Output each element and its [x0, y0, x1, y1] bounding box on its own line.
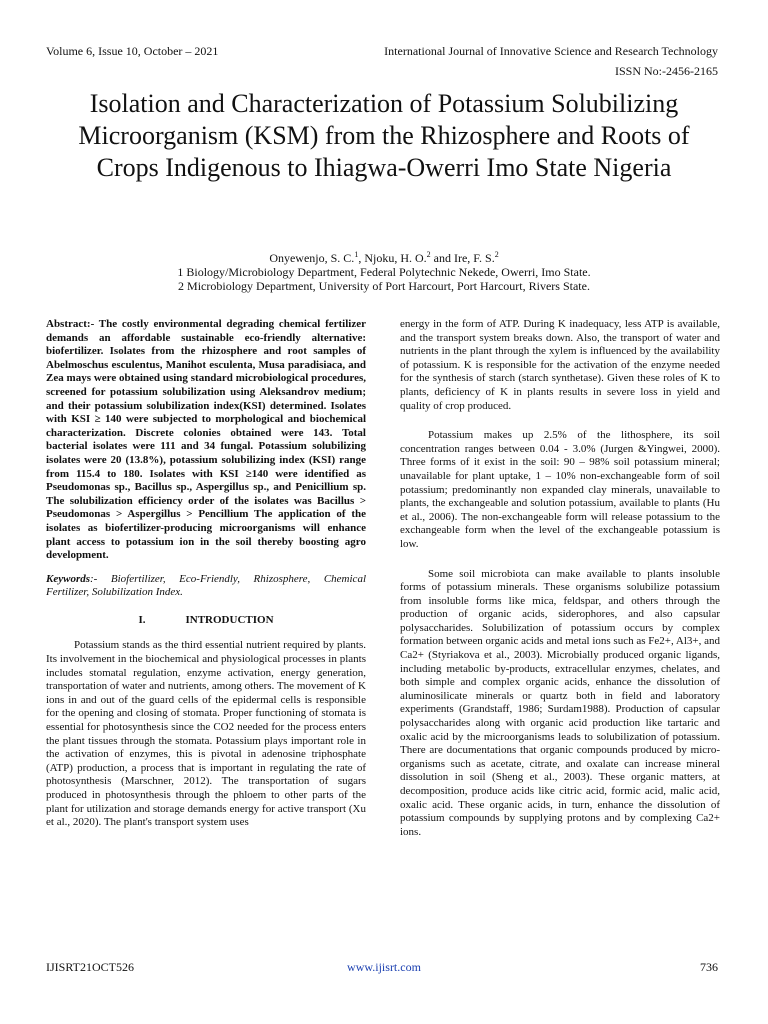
paper-title: Isolation and Characterization of Potassium Solubilizing Microorganism (KSM) from the Rhizosphere and Roots of Crops Indigenous to Ihiagwa-Owerri Imo State Nigeria	[78, 89, 690, 182]
author-1-affil: 1	[354, 250, 359, 259]
authors-block	[40, 248, 728, 293]
left-column	[46, 318, 366, 830]
affiliation-1: 1 Biology/Microbiology Department, Federal Polytechnic Nekede, Owerri, Imo State.	[177, 265, 591, 279]
footer-paper-id: IJISRT21OCT526	[46, 960, 134, 974]
author-2: , Njoku, H. O.	[358, 251, 427, 265]
keywords-label: Keywords	[46, 572, 90, 585]
author-list	[40, 248, 728, 265]
paragraph-potassium-lithosphere: Potassium makes up 2.5% of the lithosphere, its soil concentration ranges between 0.04 - 3.0% (Jurgen &Yingwei, 2000). Three forms of it exist in the soil: 90 – 98% soil potassium mineral; unavailable for plant uptake, 1 – 10% non-exchangeable form of soil potassium; predominantly non expanded clay minerals, unavailable to plants, the exchangeable and solution potassium, available to plants (Hu et al., 2006). The non-exchangeable form will release potassium to the exchangeable form when the level of the exchangeable potassium is low.	[400, 429, 720, 550]
author-2-affil: 2	[426, 250, 431, 259]
section-number: I.	[138, 613, 146, 626]
author-1: Onyewenjo, S. C.	[269, 251, 355, 265]
affiliation-2: 2 Microbiology Department, University of Port Harcourt, Port Harcourt, Rivers State.	[178, 279, 590, 293]
paragraph-soil-microbiota: Some soil microbiota can make available to plants insoluble forms of potassium minerals. These organisms solubilize potassium from insoluble forms like mica, feldspar, and others through the production of organic acids, siderophores, and also capsular polysaccharides. Solubilization of potassium occurs by complex formation between organic acids and metal ions such as Fe2+, Al3+, and Ca2+ (Styriakova et al., 2003). Microbially produced organic ligands, including metabolic by-products, extracellular enzymes, chelates, and both simple and complex organic acids, enhance the dissolution of aluminosilicate minerals or quartz both in field and laboratory experiments (Grandstaff, 1986; Surdam1988). Production of capsular polysaccharides along with organic acid production like tartaric and oxalic acid by the microorganisms leads to solubilization of potassium. There are documentations that organic compounds produced by micro-organisms such as acetate, citrate, and oxalate can increase mineral dissolution in soil (Sheng et al., 2003). These organic matters, at decomposition, produce acids like citric acid, formic acid, malic acid, oxalic acid. These organic acids, in turn, enhance the dissolution of potassium compounds by supplying protons and by complexing Ca2+ ions.	[400, 567, 720, 838]
author-3-affil: 2	[494, 250, 499, 259]
right-column	[400, 318, 720, 839]
abstract: Abstract:- The costly environmental degrading chemical fertilizer demands an affordable sustainable eco-friendly alternative: biofertilizer. Isolates from the rhizosphere and root samples of Abelmoschus esculentus, Manihot esculenta, Musa paradisiaca, and Zea mays were obtained using standard microbiological procedures, screened for potassium solubilization using Aleksandrov medium; and their potassium solubilization index(KSI) determined. Isolates with KSI ≥ 140 were subjected to morphological and biochemical characterization. Discrete colonies obtained were 143. Total bacterial isolates were 111 and 34 fungal. Potassium solubilizing isolates were 20 (13.8%), potassium solubilizing index (KSI) range from 115.4 to 180. Isolates with KSI ≥140 were identified as Pseudomonas sp., Bacillus sp., Aspergillus sp., and Penicillium sp. The solubilization efficiency order of the isolates was Bacillus > Pseudomonas > Aspergillus > Pencillium The application of the isolates as biofertilizer-producing microorganisms will enhance plant access to potassium ion in the soil thereby boosting agro development.	[46, 318, 366, 562]
footer-page-number: 736	[700, 960, 718, 974]
running-header-volume: Volume 6, Issue 10, October – 2021	[46, 44, 219, 58]
footer-url-link[interactable]: www.ijisrt.com	[347, 960, 421, 974]
keywords-text: :- Biofertilizer, Eco-Friendly, Rhizosphere, Chemical Fertilizer, Solubilization Index.	[46, 572, 366, 599]
section-title: INTRODUCTION	[185, 613, 274, 626]
intro-paragraph-1: Potassium stands as the third essential nutrient required by plants. Its involvement in the biochemical and physiological processes in plants includes stomatal regulation, enzyme activation, energy generation, transportation of water and nutrients, among others. The movement of K ions in and out of the guard cells of the epidermal cells is responsible for the opening and closing of stomata. Proper functioning of stomata is essential for photosynthesis since the CO2 needed for the process enters the plant tissues through the stomata. Potassium plays important role in the activation of enzymes, this is pivotal in adenosine triphosphate (ATP) production, a process that is important in regulating the rate of photosynthesis (Marschner, 2012). The transportation of sugars produced in photosynthesis through the phloem to other parts of the plant for utilization and storage demands energy for active transport (Xu et al., 2020). The plant's transport system uses	[46, 639, 366, 829]
section-heading-introduction	[46, 614, 366, 628]
issn: ISSN No:-2456-2165	[614, 64, 718, 78]
keywords	[46, 573, 366, 600]
running-header-journal: International Journal of Innovative Science and Research Technology	[384, 44, 718, 58]
author-3: and Ire, F. S.	[430, 251, 495, 265]
paragraph-continued: energy in the form of ATP. During K inadequacy, less ATP is available, and the transport system breaks down. Also, the transport of water and nutrients in the plant through the xylem is influenced by the availability of potassium. K is responsible for the activation of the enzyme needed for the synthesis of starch (starch synthetase). Given these roles of K to plants, deficiency of K in plants results in severe loss in yield and quality of crop produced.	[400, 318, 720, 412]
